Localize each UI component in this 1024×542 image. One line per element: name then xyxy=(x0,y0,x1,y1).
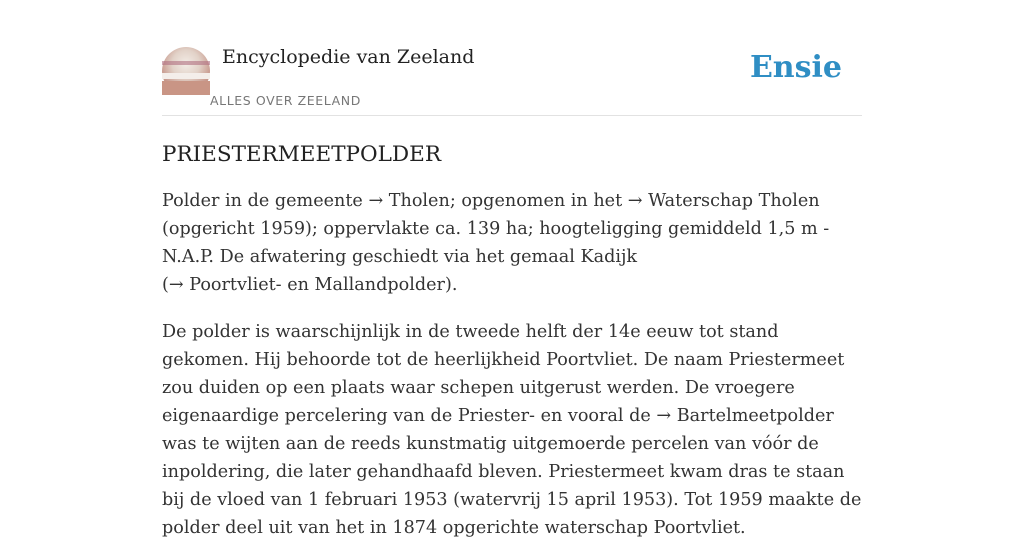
article-paragraph-1 xyxy=(162,187,862,299)
logo-band xyxy=(162,61,210,65)
ensie-brand-link[interactable]: Ensie xyxy=(749,50,842,85)
article-title: PRIESTERMEETPOLDER xyxy=(162,142,442,167)
encyclopedia-logo[interactable] xyxy=(162,47,210,95)
cross-reference-link[interactable]: → Tholen xyxy=(368,191,450,211)
paragraph-text: ; opgenomen in het xyxy=(449,191,628,211)
logo-band xyxy=(162,73,210,79)
paragraph-text: De polder is waarschijnlijk in de tweede helft der 14e eeuw tot stand gekomen. Hij behoorde tot de heerlijkheid Poortvliet. De naam Priestermeet zou duiden op een plaats waar schepen uitgerust werden. De vroegere eigenaardige percelering van de Priester- en vooral de xyxy=(162,322,845,426)
paragraph-text: Polder in de gemeente xyxy=(162,191,369,211)
article xyxy=(162,142,862,542)
paragraph-text: ). xyxy=(444,275,458,295)
site-title[interactable]: Encyclopedie van Zeeland xyxy=(222,46,475,68)
page xyxy=(162,0,862,542)
logo-band xyxy=(162,81,210,95)
article-paragraph-2 xyxy=(162,318,862,542)
cross-reference-link[interactable]: → Bartelmeetpolder xyxy=(656,406,834,426)
site-header xyxy=(162,0,862,116)
site-tagline: ALLES OVER ZEELAND xyxy=(210,93,361,108)
paragraph-text: (opgericht 1959); oppervlakte ca. 139 ha; hoogteligging gemiddeld 1,5 m - N.A.P. De afwatering geschiedt via het gemaal Kadijk ( xyxy=(162,219,830,295)
cross-reference-link[interactable]: → Waterschap Tholen xyxy=(627,191,820,211)
paragraph-text: was te wijten aan de reeds kunstmatig uitgemoerde percelen van vóór de inpoldering, die later gehandhaafd bleven. Priestermeet kwam dras te staan bij de vloed van 1 februari 1953 (watervrij 15 april 1953). Tot 1959 maakte de polder deel uit van het in 1874 opgerichte waterschap Poortvliet. xyxy=(162,434,862,538)
cross-reference-link[interactable]: → Poortvliet- en Mallandpolder xyxy=(168,275,445,295)
